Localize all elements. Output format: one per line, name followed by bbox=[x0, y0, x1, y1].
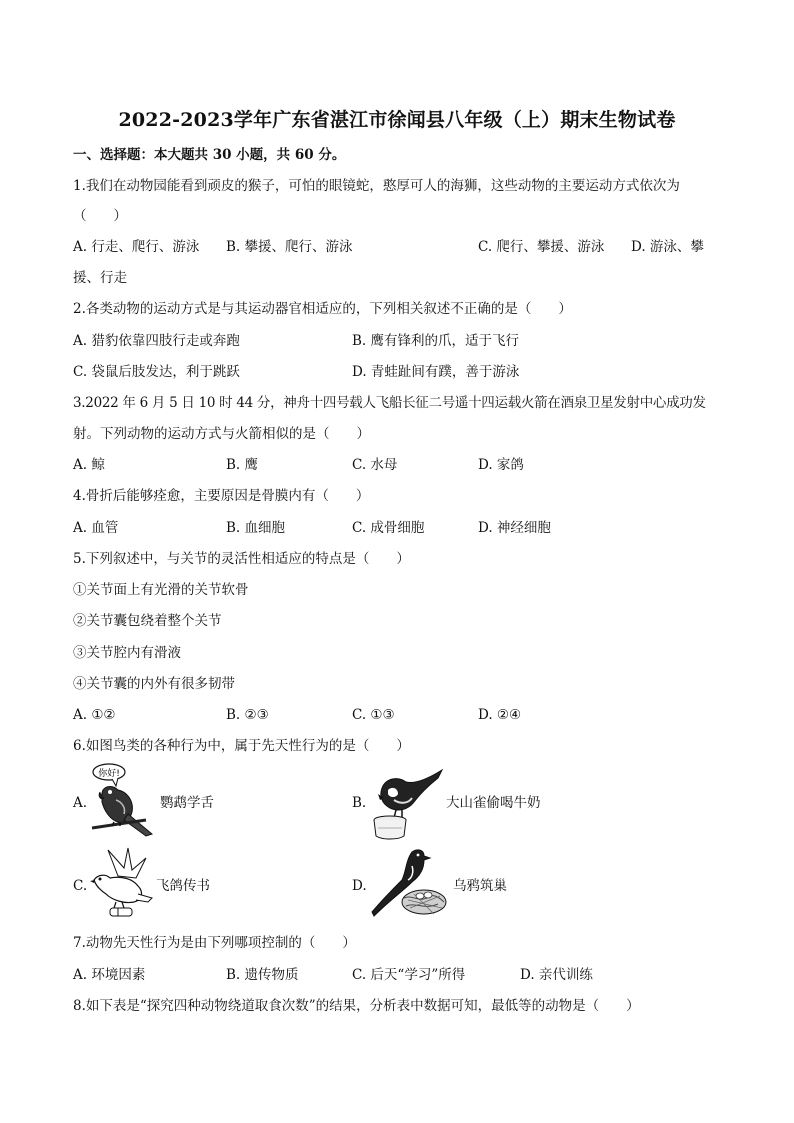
parrot-speech-bubble-text: 你好! bbox=[98, 769, 120, 779]
pigeon-illustration bbox=[88, 846, 156, 922]
section-heading: 一、选择题：本大题共 30 小题，共 60 分。 bbox=[73, 147, 346, 163]
q6-option-c-text: 飞鸽传书 bbox=[156, 878, 210, 894]
q5-option-b: B. ②③ bbox=[226, 707, 269, 723]
q8-stem: 8.如下表是“探究四种动物绕道取食次数”的结果，分析表中数据可知，最低等的动物是（ ） bbox=[73, 998, 640, 1014]
q7-stem: 7.动物先天性行为是由下列哪项控制的（ ） bbox=[73, 935, 356, 951]
q6-option-a-letter: A. bbox=[73, 795, 88, 811]
q5-statement-2: ②关节囊包绕着整个关节 bbox=[73, 613, 222, 629]
q1-stem-line1: 1.我们在动物园能看到顽皮的猴子，可怕的眼镜蛇，憨厚可人的海狮，这些动物的主要运动方式依次为 bbox=[73, 178, 680, 194]
q1-option-c: C. 爬行、攀援、游泳 bbox=[478, 239, 605, 255]
q7-option-c: C. 后天“学习”所得 bbox=[352, 967, 466, 983]
q6-option-d-letter: D. bbox=[352, 878, 367, 894]
q7-option-a: A. 环境因素 bbox=[73, 967, 146, 983]
parrot-illustration bbox=[88, 762, 160, 838]
q6-stem: 6.如图鸟类的各种行为中，属于先天性行为的是（ ） bbox=[73, 738, 410, 754]
q6-option-c-letter: C. bbox=[73, 878, 88, 894]
q2-option-a: A. 猎豹依靠四肢行走或奔跑 bbox=[73, 333, 240, 349]
q6-option-b-letter: B. bbox=[352, 795, 367, 811]
q5-option-a: A. ①② bbox=[73, 707, 116, 723]
q3-option-d: D. 家鸽 bbox=[478, 457, 524, 473]
q6-option-a-text: 鹦鹉学舌 bbox=[160, 795, 214, 811]
q3-option-c: C. 水母 bbox=[352, 457, 398, 473]
q1-option-b: B. 攀援、爬行、游泳 bbox=[226, 239, 353, 255]
crow-nest-illustration bbox=[368, 844, 448, 924]
q7-option-b: B. 遗传物质 bbox=[226, 967, 299, 983]
q5-statement-1: ①关节面上有光滑的关节软骨 bbox=[73, 582, 249, 598]
q3-option-a: A. 鲸 bbox=[73, 457, 105, 473]
q2-stem: 2.各类动物的运动方式是与其运动器官相适应的，下列相关叙述不正确的是（ ） bbox=[73, 301, 572, 317]
q4-option-d: D. 神经细胞 bbox=[478, 520, 551, 536]
q1-option-a: A. 行走、爬行、游泳 bbox=[73, 239, 200, 255]
q2-option-d: D. 青蛙趾间有蹼，善于游泳 bbox=[352, 364, 520, 380]
q4-option-c: C. 成骨细胞 bbox=[352, 520, 425, 536]
great-tit-illustration bbox=[366, 764, 448, 840]
q4-stem: 4.骨折后能够痊愈，主要原因是骨膜内有（ ） bbox=[73, 488, 370, 504]
q4-option-b: B. 血细胞 bbox=[226, 520, 286, 536]
q5-statement-3: ③关节腔内有滑液 bbox=[73, 645, 181, 661]
q2-option-b: B. 鹰有锋利的爪，适于飞行 bbox=[352, 333, 520, 349]
q5-option-d: D. ②④ bbox=[478, 707, 522, 723]
q5-option-c: C. ①③ bbox=[352, 707, 395, 723]
q3-stem-line2: 射。下列动物的运动方式与火箭相似的是（ ） bbox=[73, 426, 370, 442]
q5-stem: 5.下列叙述中，与关节的灵活性相适应的特点是（ ） bbox=[73, 551, 410, 567]
q1-option-d: D. 游泳、攀 bbox=[631, 239, 704, 255]
q5-statement-4: ④关节囊的内外有很多韧带 bbox=[73, 676, 235, 692]
q2-option-c: C. 袋鼠后肢发达，利于跳跃 bbox=[73, 364, 240, 380]
q6-option-b-text: 大山雀偷喝牛奶 bbox=[446, 795, 541, 811]
q4-option-a: A. 血管 bbox=[73, 520, 119, 536]
q1-option-d-cont: 援、行走 bbox=[73, 270, 127, 286]
q7-option-d: D. 亲代训练 bbox=[520, 967, 593, 983]
page-title: 2022-2023学年广东省湛江市徐闻县八年级（上）期末生物试卷 bbox=[118, 109, 676, 131]
q3-option-b: B. 鹰 bbox=[226, 457, 259, 473]
q1-stem-line2: （ ） bbox=[73, 208, 127, 224]
q3-stem-line1: 3.2022 年 6 月 5 日 10 时 44 分，神舟十四号载人飞船长征二号遥十四运载火箭在酒泉卫星发射中心成功发 bbox=[73, 395, 706, 411]
q6-option-d-text: 乌鸦筑巢 bbox=[453, 878, 507, 894]
